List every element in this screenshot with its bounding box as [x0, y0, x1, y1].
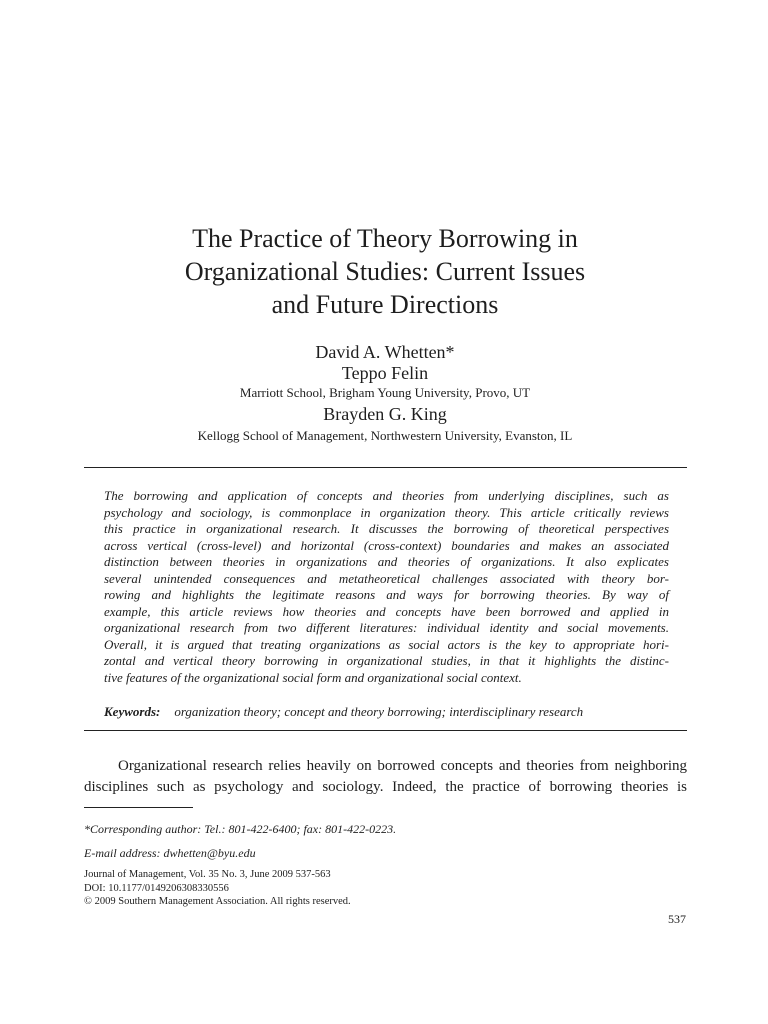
- abstract-line: across vertical (cross-level) and horizontal (cross-context) boundaries and makes an associated: [104, 537, 669, 553]
- abstract-line: this practice in organizational research. It discusses the borrowing of theoretical perspectives: [104, 521, 669, 536]
- abstract-line: zontal and vertical theory borrowing in organizational studies, in that it highlights the distinc-: [104, 653, 669, 668]
- keywords: [104, 704, 583, 720]
- body-line: Organizational research relies heavily on borrowed concepts and theories from neighboring: [118, 758, 687, 774]
- author-name: Teppo Felin: [341, 363, 429, 383]
- journal-doi: DOI: 10.1177/0149206308330556: [84, 882, 229, 894]
- abstract-line: psychology and sociology, is commonplace in organization theory. This article critically reviews: [104, 504, 669, 520]
- author-name: Brayden G. King: [323, 404, 447, 424]
- abstract-line: several unintended consequences and metatheoretical challenges associated with theory bor-: [104, 570, 669, 586]
- abstract-line: distinction between theories in organizations and theories of organizations. It also explicates: [104, 554, 669, 569]
- author-affiliation: Marriott School, Brigham Young University, Provo, UT: [239, 385, 531, 400]
- abstract-line: organizational research from two different literatures: individual identity and social movements.: [104, 620, 669, 635]
- abstract-line: rowing and highlights the legitimate reasons and ways for borrowing theories. By way of: [104, 587, 669, 602]
- keywords-label: Keywords:: [104, 704, 161, 719]
- article-title: [84, 222, 686, 321]
- author-name: David A. Whetten*: [315, 342, 455, 362]
- abstract-line: example, this article reviews how theories and concepts have been borrowed and applied in: [104, 603, 669, 619]
- header-divider: [84, 467, 687, 468]
- abstract-line: Overall, it is argued that treating organizations as social actors is the key to appropriate hori-: [104, 636, 669, 652]
- journal-citation: Journal of Management, Vol. 35 No. 3, June 2009 537-563: [84, 869, 331, 880]
- title-line: and Future Directions: [271, 290, 499, 319]
- footnote-divider: [84, 807, 193, 808]
- abstract-line: The borrowing and application of concepts and theories from underlying disciplines, such as: [104, 488, 669, 503]
- abstract-divider: [84, 730, 687, 731]
- body-line: disciplines such as psychology and sociology. Indeed, the practice of borrowing theories is: [84, 779, 687, 795]
- abstract-line: tive features of the organizational social form and organizational social context.: [104, 669, 522, 685]
- title-line: Organizational Studies: Current Issues: [184, 257, 586, 286]
- page-number: 537: [668, 912, 686, 926]
- journal-info: [84, 868, 351, 909]
- title-line: The Practice of Theory Borrowing in: [192, 224, 578, 253]
- body-paragraph: [84, 756, 687, 798]
- keywords-text: organization theory; concept and theory borrowing; interdisciplinary research: [174, 704, 584, 719]
- footnote-corresponding-author: *Corresponding author: Tel.: 801-422-6400; fax: 801-422-0223.: [84, 822, 397, 836]
- footnote-email: E-mail address: dwhetten@byu.edu: [84, 846, 256, 860]
- abstract: [104, 488, 669, 686]
- author-affiliation: Kellogg School of Management, Northwestern University, Evanston, IL: [197, 428, 573, 443]
- journal-copyright: © 2009 Southern Management Association. All rights reserved.: [84, 896, 351, 907]
